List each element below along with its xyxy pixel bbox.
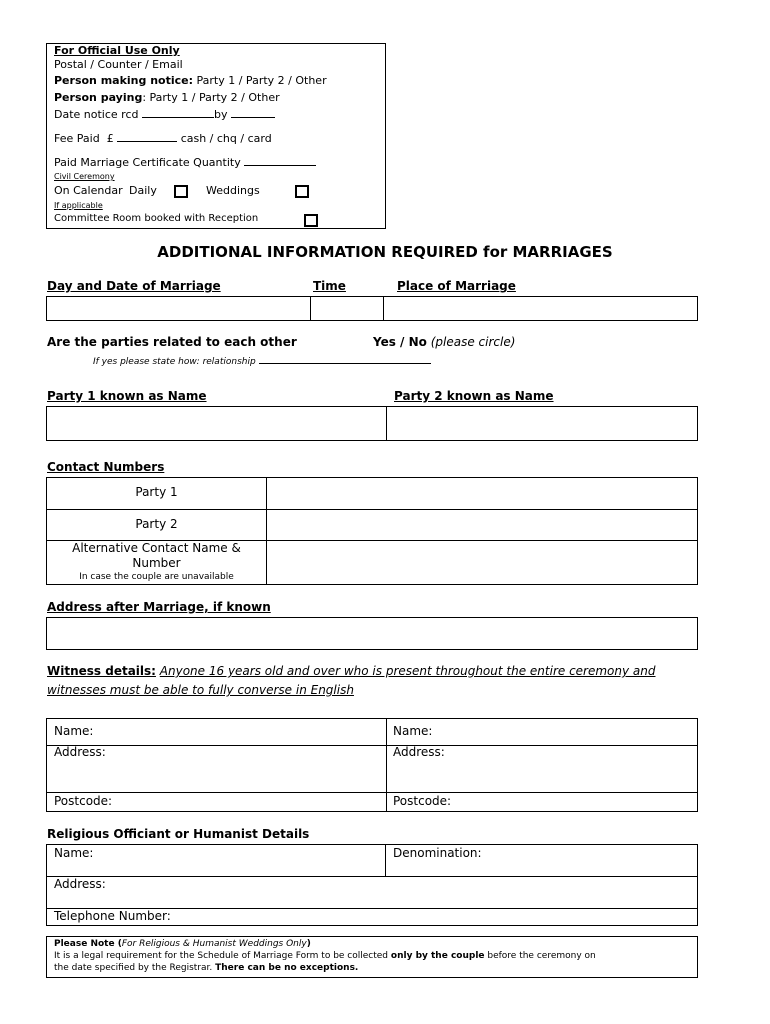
witness2-name-label: Name:	[393, 724, 433, 738]
party2-known-as-field[interactable]	[386, 406, 698, 441]
daily-checkbox[interactable]	[174, 185, 188, 198]
please-note-line2	[54, 963, 358, 973]
contact-party2-field[interactable]	[267, 510, 697, 539]
alt-contact-note: In case the couple are unavailable	[79, 572, 234, 582]
alt-contact-line2: Number	[132, 556, 181, 570]
witness1-postcode-label: Postcode:	[54, 794, 113, 808]
committee-room-label: Committee Room booked with Reception	[54, 213, 259, 224]
by-field[interactable]	[231, 107, 275, 118]
relationship-field[interactable]	[259, 355, 431, 364]
yes-no-options[interactable]: Yes / No	[373, 335, 427, 349]
address-after-label: Address after Marriage, if known	[47, 600, 271, 614]
place-field[interactable]	[383, 296, 698, 321]
witness2-address-label: Address:	[393, 745, 445, 759]
alt-contact-label	[47, 541, 266, 571]
weddings-label: Weddings	[206, 184, 260, 197]
officiant-heading: Religious Officiant or Humanist Details	[47, 827, 310, 841]
civil-ceremony-label: Civil Ceremony	[54, 172, 115, 181]
alt-contact-field[interactable]	[267, 541, 697, 584]
witness1-address-label: Address:	[54, 745, 106, 759]
witness-table	[46, 718, 698, 812]
address-after-field[interactable]	[46, 617, 698, 650]
officiant-denomination-label: Denomination:	[393, 846, 482, 860]
on-calendar-label: On Calendar	[54, 184, 123, 197]
date-notice-rcd	[54, 107, 275, 121]
witness-divider	[386, 718, 387, 812]
please-note-heading	[54, 939, 311, 949]
daily-label: Daily	[129, 184, 157, 197]
note-close-paren: )	[306, 939, 311, 949]
notice-options: Party 1 / Party 2 / Other	[196, 74, 327, 87]
witness-heading-line1	[47, 664, 656, 678]
time-label: Time	[313, 279, 346, 293]
paying-options: : Party 1 / Party 2 / Other	[142, 91, 280, 104]
party1-known-as-label: Party 1 known as Name	[47, 389, 207, 403]
note-line1-a: It is a legal requirement for the Schedule of Marriage Form to be collected	[54, 951, 391, 961]
note-line1-c: before the ceremony on	[484, 951, 596, 961]
note-line2-a: the date specified by the Registrar.	[54, 963, 216, 973]
fee-amount-field[interactable]	[117, 131, 177, 142]
official-use-heading: For Official Use Only	[54, 44, 180, 57]
alt-contact-line1: Alternative Contact Name &	[72, 541, 241, 555]
person-paying	[54, 91, 280, 104]
party2-known-as-label: Party 2 known as Name	[394, 389, 554, 403]
time-field[interactable]	[310, 296, 384, 321]
notice-label: Person making notice:	[54, 74, 194, 87]
currency-symbol: £	[106, 132, 114, 145]
weddings-checkbox[interactable]	[295, 185, 309, 198]
person-making-notice	[54, 74, 327, 87]
officiant-name-label: Name:	[54, 846, 94, 860]
officiant-address-label: Address:	[54, 877, 106, 891]
religious-only-note: For Religious & Humanist Weddings Only	[121, 939, 307, 949]
date-rcd-field[interactable]	[142, 107, 214, 118]
witness2-postcode-label: Postcode:	[393, 794, 452, 808]
paying-label: Person paying	[54, 91, 143, 104]
witness-postcode-divider	[46, 792, 698, 793]
date-rcd-label: Date notice rcd	[54, 108, 139, 121]
witness1-name-label: Name:	[54, 724, 94, 738]
cert-qty-label: Paid Marriage Certificate Quantity	[54, 156, 241, 169]
witness-desc-line1: Anyone 16 years old and over who is present throughout the entire ceremony and	[159, 664, 656, 678]
officiant-telephone-label: Telephone Number:	[54, 909, 171, 923]
relationship-row	[93, 355, 431, 367]
page-title: ADDITIONAL INFORMATION REQUIRED for MARRIAGES	[157, 243, 613, 261]
payment-methods: cash / chq / card	[180, 132, 272, 145]
please-note-line1	[54, 951, 596, 961]
note-line2-b: There can be no exceptions.	[215, 963, 359, 973]
note-line1-b: only by the couple	[390, 951, 485, 961]
witness-heading: Witness details:	[47, 664, 156, 678]
party1-known-as-field[interactable]	[46, 406, 387, 441]
by-label: by	[213, 108, 228, 121]
postal-options: Postal / Counter / Email	[54, 58, 183, 71]
contact-party1-label: Party 1	[135, 485, 178, 499]
related-answer	[373, 335, 515, 349]
please-note-label: Please Note (	[54, 939, 122, 949]
day-date-label: Day and Date of Marriage	[47, 279, 221, 293]
contact-numbers-heading: Contact Numbers	[47, 460, 165, 474]
contact-party1-field[interactable]	[267, 478, 697, 508]
please-circle-note: (please circle)	[430, 335, 516, 349]
day-date-field[interactable]	[46, 296, 311, 321]
officiant-row-divider-1	[46, 876, 698, 877]
related-question: Are the parties related to each other	[47, 335, 297, 349]
fee-paid-row	[54, 131, 272, 145]
witness-desc-line2: witnesses must be able to fully converse in English	[47, 683, 354, 697]
contact-party2-label: Party 2	[135, 517, 178, 531]
officiant-divider	[385, 844, 386, 877]
cert-qty-field[interactable]	[244, 155, 316, 166]
fee-paid-label: Fee Paid	[54, 132, 100, 145]
witness-name-divider	[46, 745, 698, 746]
place-label: Place of Marriage	[397, 279, 516, 293]
if-yes-label: If yes please state how: relationship	[93, 357, 256, 367]
committee-room-checkbox[interactable]	[304, 214, 318, 227]
cert-qty-row	[54, 155, 316, 169]
if-applicable-label: If applicable	[54, 201, 103, 210]
